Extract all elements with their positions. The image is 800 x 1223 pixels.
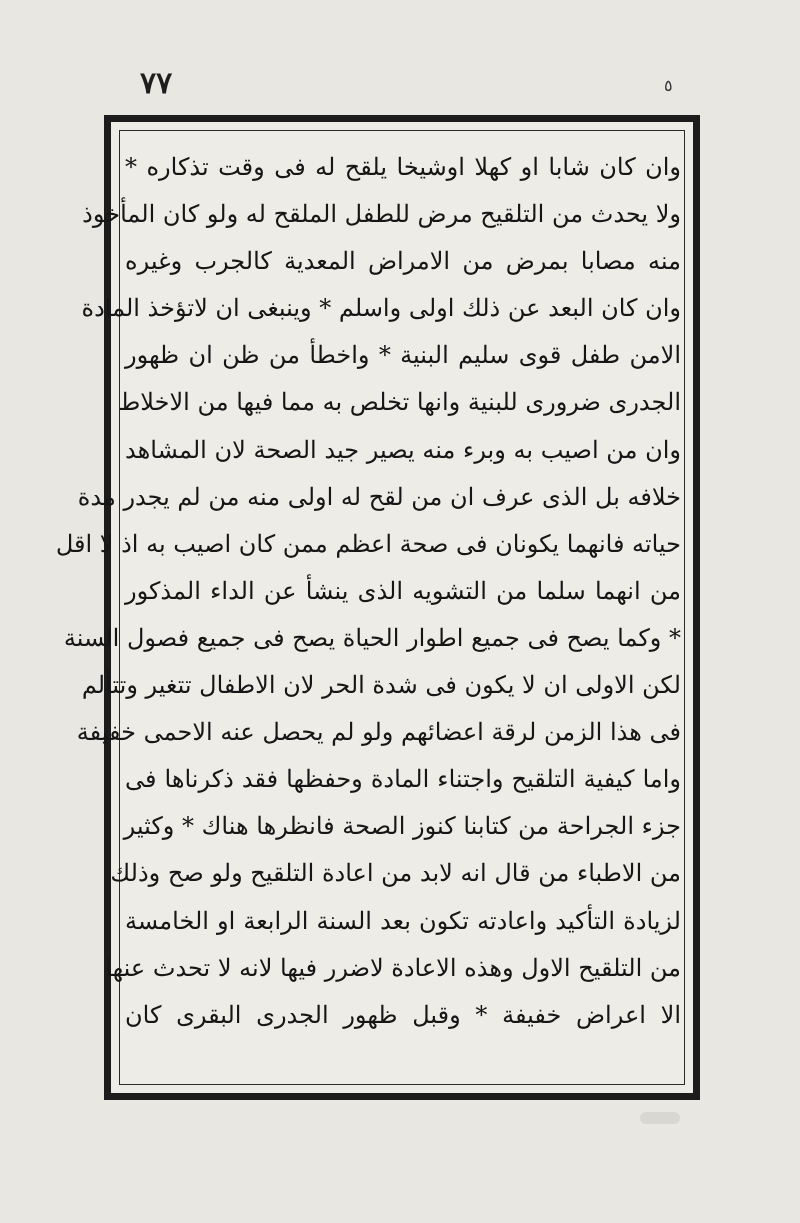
text-line: * وكما يصح فى جميع اطوار الحياة يصح فى جميع فصول السنة (63, 623, 681, 652)
text-body (55, 144, 682, 1039)
text-line: وان من اصيب به وبرء منه يصير جيد الصحة لان المشاهد (125, 435, 681, 464)
text-line: الا اعراض خفيفة * وقبل ظهور الجدرى البقرى كان (125, 1000, 681, 1029)
text-line: من الاطباء من قال انه لابد من اعادة التلقيح ولو صح وذلك (110, 859, 681, 888)
text-line: منه مصابا بمرض من الامراض المعدية كالجرب وغيره (125, 247, 681, 276)
corner-mark: ٥ (664, 76, 673, 95)
text-line: وان كان شابا او كهلا اوشيخا يلقح له فى وقت تذكاره * (125, 153, 682, 181)
text-line: الجدرى ضرورى للبنية وانها تخلص به مما فيها من الاخلاط (118, 388, 681, 417)
page-number: ٧٧ (140, 66, 173, 101)
text-line: واما كيفية التلقيح واجتناء المادة وحفظها فقد ذكرناها فى (125, 765, 681, 794)
text-line: خلافه بل الذى عرف ان من لقح له اولى منه من لم يجدر مدة (77, 482, 681, 511)
text-line: ولا يحدث من التلقيح مرض للطفل الملقح له ولو كان المأخوذ (82, 200, 681, 229)
paper-smudge (640, 1112, 680, 1124)
text-frame (55, 115, 700, 1100)
text-line: فى هذا الزمن لرقة اعضائهم ولو لم يحصل عنه الاحمى خفيفة (76, 718, 681, 747)
text-line: حياته فانهما يكونان فى صحة اعظم ممن كان اصيب به اذ لا اقل (55, 529, 681, 558)
text-line: لزيادة التأكيد واعادته تكون بعد السنة الرابعة او الخامسة (125, 906, 681, 935)
text-line: الامن طفل قوى سليم البنية * واخطأ من ظن ان ظهور (125, 341, 681, 370)
text-line: من انهما سلما من التشويه الذى ينشأ عن الداء المذكور (125, 576, 681, 605)
text-line: وان كان البعد عن ذلك اولى واسلم * وينبغى ان لاتؤخذ المادة (81, 294, 681, 323)
text-line: من التلقيح الاول وهذه الاعادة لاضرر فيها لانه لا تحدث عنها (105, 953, 681, 982)
text-line: جزء الجراحة من كتابنا كنوز الصحة فانظرها هناك * وكثير (123, 812, 681, 841)
text-line: لكن الاولى ان لا يكون فى شدة الحر لان الاطفال تتغير وتتألم (81, 671, 681, 700)
